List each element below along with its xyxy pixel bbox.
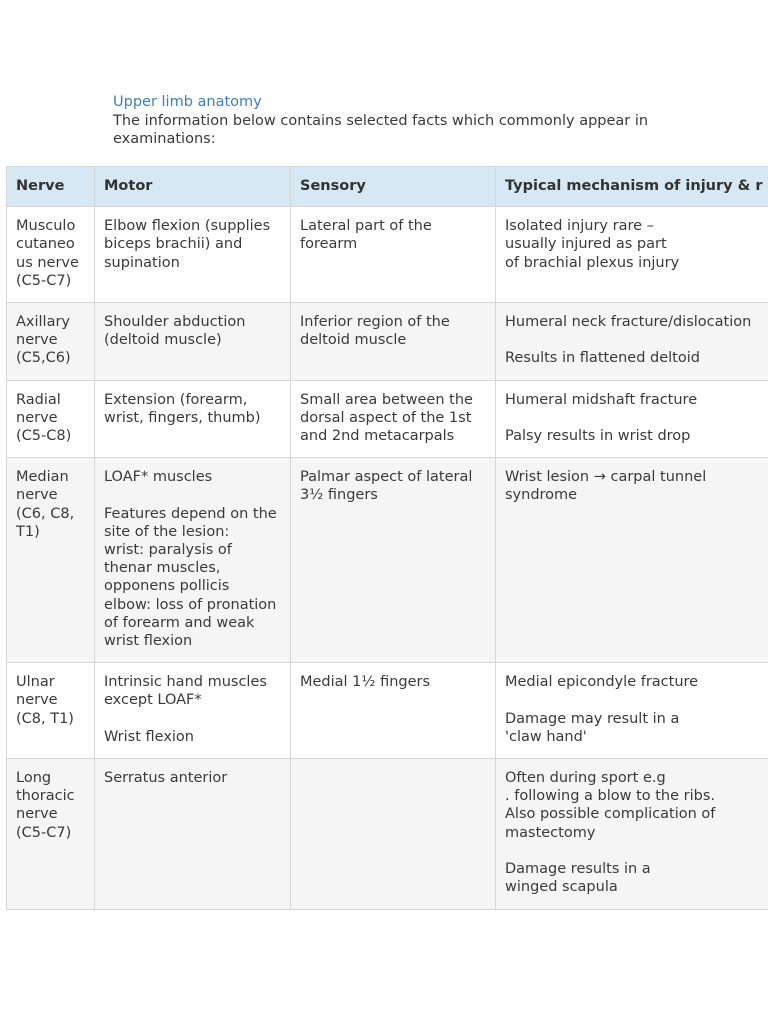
- table-row: [7, 759, 768, 909]
- table-row: [7, 303, 768, 381]
- table-row: [7, 207, 768, 303]
- cell-injury: Humeral midshaft fracture Palsy results in wrist drop: [496, 380, 768, 458]
- cell-sensory: Medial 1½ fingers: [291, 663, 496, 759]
- cell-nerve: Radial nerve (C5-C8): [7, 380, 95, 458]
- cell-motor: Intrinsic hand muscles except LOAF* Wrist flexion: [95, 663, 291, 759]
- cell-motor: Extension (forearm, wrist, fingers, thumb): [95, 380, 291, 458]
- cell-nerve: Axillary nerve (C5,C6): [7, 303, 95, 381]
- cell-injury: Humeral neck fracture/dislocation Results in flattened deltoid: [496, 303, 768, 381]
- cell-nerve: Median nerve (C6, C8, T1): [7, 458, 95, 663]
- cell-sensory: Lateral part of the forearm: [291, 207, 496, 303]
- cell-motor: LOAF* muscles Features depend on the site of the lesion: wrist: paralysis of thenar muscles, opponens pollicis elbow: loss of pronation of forearm and weak wrist flexion: [95, 458, 291, 663]
- nerve-table: [6, 166, 768, 910]
- cell-injury: Isolated injury rare – usually injured as part of brachial plexus injury: [496, 207, 768, 303]
- cell-sensory: Palmar aspect of lateral 3½ fingers: [291, 458, 496, 663]
- cell-motor: Shoulder abduction (deltoid muscle): [95, 303, 291, 381]
- table-row: [7, 663, 768, 759]
- header-nerve: Nerve: [7, 167, 95, 207]
- cell-injury: Often during sport e.g . following a blow to the ribs. Also possible complication of mastectomy Damage results in a winged scapula: [496, 759, 768, 909]
- header-motor: Motor: [95, 167, 291, 207]
- cell-sensory: Inferior region of the deltoid muscle: [291, 303, 496, 381]
- cell-motor: Elbow flexion (supplies biceps brachii) and supination: [95, 207, 291, 303]
- cell-motor: Serratus anterior: [95, 759, 291, 909]
- cell-injury: Wrist lesion → carpal tunnel syndrome: [496, 458, 768, 663]
- cell-nerve: Ulnar nerve (C8, T1): [7, 663, 95, 759]
- cell-nerve: Musculo cutaneo us nerve (C5-C7): [7, 207, 95, 303]
- table-row: [7, 380, 768, 458]
- intro-description: The information below contains selected facts which commonly appear in examinations:: [113, 112, 649, 147]
- nerve-table-container: [6, 166, 768, 910]
- page-title: Upper limb anatomy: [113, 94, 262, 110]
- cell-injury: Medial epicondyle fracture Damage may result in a 'claw hand': [496, 663, 768, 759]
- header-injury: Typical mechanism of injury & r: [496, 167, 768, 207]
- cell-nerve: Long thoracic nerve (C5-C7): [7, 759, 95, 909]
- table-row: [7, 458, 768, 663]
- cell-sensory: Small area between the dorsal aspect of the 1st and 2nd metacarpals: [291, 380, 496, 458]
- table-header-row: [7, 167, 768, 207]
- intro-block: [113, 93, 673, 149]
- cell-sensory: [291, 759, 496, 909]
- header-sensory: Sensory: [291, 167, 496, 207]
